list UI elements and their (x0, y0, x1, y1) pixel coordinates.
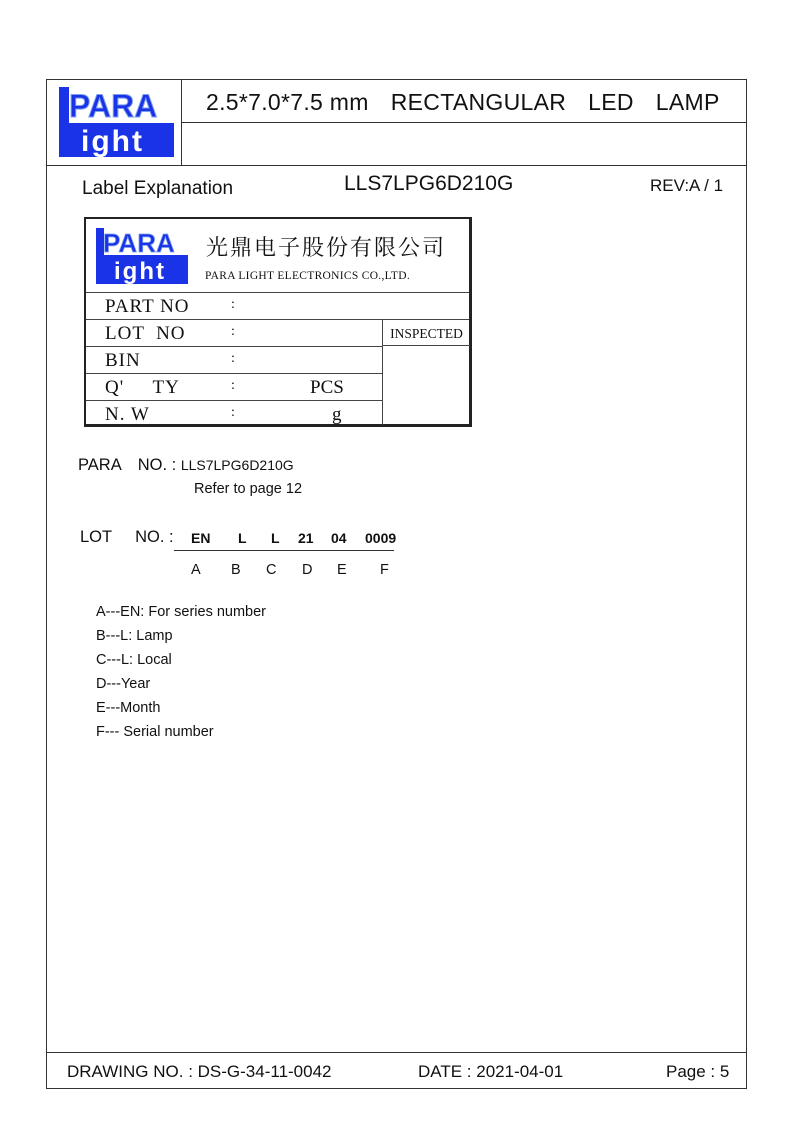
label-logo-para-text: PARA (103, 228, 175, 258)
lot-letter-c: C (266, 562, 277, 578)
footer (47, 1052, 746, 1089)
lot-segment-local: L (271, 530, 280, 546)
lot-letter-d: D (302, 562, 313, 578)
label-unit-pcs: PCS (310, 377, 344, 398)
label-key: N. W (105, 404, 150, 425)
lot-no-line (80, 528, 174, 547)
logo-cell (47, 80, 182, 165)
title-size: 2.5*7.0*7.5 mm (206, 89, 369, 115)
title-type: LED (588, 89, 634, 115)
label-row-net-weight (86, 401, 382, 427)
label-header (86, 219, 469, 293)
legend-item: B---L: Lamp (96, 628, 173, 644)
inspected-column (382, 320, 470, 425)
revision: REV:A / 1 (650, 176, 724, 195)
para-light-logo (59, 87, 174, 157)
lot-letter-e: E (337, 562, 347, 578)
lot-letter-f: F (380, 562, 389, 578)
lot-no-label: NO. : (135, 528, 174, 546)
label-logo (96, 228, 188, 284)
drawing-date: DATE : 2021-04-01 (418, 1062, 564, 1081)
label-colon: : (231, 405, 235, 420)
para-no-label: NO. : (137, 456, 177, 474)
lot-legend (96, 600, 266, 744)
label-row-lot-no (86, 320, 382, 347)
company-name-english: PARA LIGHT ELECTRONICS CO.,LTD. (205, 270, 411, 282)
lot-segment-lamp: L (238, 530, 247, 546)
legend-item: A---EN: For series number (96, 604, 267, 620)
legend-item: C---L: Local (96, 652, 172, 668)
label-colon: : (231, 351, 235, 366)
title-shape: RECTANGULAR (390, 89, 567, 115)
company-name-chinese: 光鼎电子股份有限公司 (206, 236, 447, 261)
label-unit-g: g (332, 404, 342, 425)
refer-note: Refer to page 12 (194, 481, 303, 497)
label-key: BIN (105, 350, 141, 371)
section-title: Label Explanation (82, 178, 234, 199)
label-row-part-no (86, 293, 469, 320)
label-row-bin (86, 347, 382, 374)
lot-letter-b: B (231, 562, 241, 578)
lot-segment-month: 04 (331, 530, 347, 546)
label-colon: : (231, 324, 235, 339)
label-colon: : (231, 378, 235, 393)
lot-segment-serial: 0009 (365, 530, 397, 546)
lot-no-prefix: LOT (80, 528, 113, 546)
title-product: LAMP (655, 89, 720, 115)
logo-light-text: ight (81, 125, 144, 157)
lot-segment-year: 21 (298, 530, 314, 546)
lot-segment-series: EN (191, 530, 211, 546)
label-sample (84, 217, 472, 427)
legend-item: D---Year (96, 676, 151, 692)
lot-letter-a: A (191, 562, 201, 578)
part-number: LLS7LPG6D210G (344, 172, 514, 195)
page-number: Page : 5 (666, 1062, 730, 1081)
para-no-line (78, 456, 294, 475)
label-key: PART NO (105, 296, 190, 317)
drawing-number: DRAWING NO. : DS-G-34-11-0042 (67, 1062, 332, 1081)
legend-item: F--- Serial number (96, 724, 214, 740)
para-no-prefix: PARA (78, 456, 122, 474)
label-key: Q' TY (105, 377, 180, 398)
document-title (206, 89, 720, 116)
label-key: LOT NO (105, 323, 186, 344)
legend-item: E---Month (96, 700, 161, 716)
inspected-label: INSPECTED (383, 320, 470, 346)
lot-underline (174, 550, 394, 551)
label-logo-light-text: ight (114, 258, 166, 284)
para-no-value: LLS7LPG6D210G (180, 457, 294, 473)
logo-para-text: PARA (69, 88, 158, 124)
label-colon: : (231, 297, 235, 312)
label-row-quantity (86, 374, 382, 401)
